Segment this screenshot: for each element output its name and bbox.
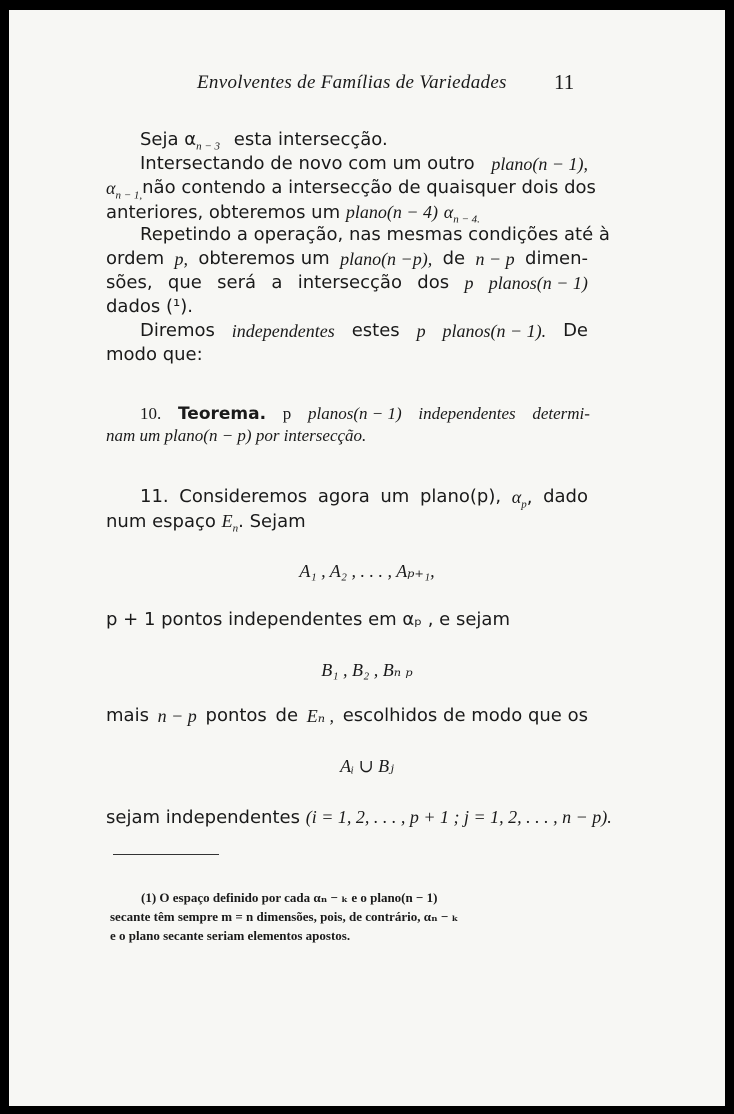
body-line-8: dados (¹).: [106, 296, 193, 317]
theorem-line-1: 10. Teorema. p planos(n − 1) independentes determi-: [140, 404, 590, 424]
body-line-5: Repetindo a operação, nas mesmas condições até à: [140, 224, 610, 245]
section11-line-5: sejam independentes (i = 1, 2, . . . , p + 1 ; j = 1, 2, . . . , n − p).: [106, 807, 612, 828]
section11-line-2: num espaço $E_n$. Sejam: [106, 511, 306, 535]
body-line-3: $\alpha_{n - 1,}$ não contendo a intersecção de quaisquer dois dos: [106, 177, 596, 202]
formula-union: Aᵢ ∪ Bⱼ: [340, 756, 394, 776]
formula-a-points: A₁ , A₂ , . . . , Aₚ₊₁,: [299, 561, 435, 581]
body-line-4: anteriores, obteremos um plano(n − 4) $\alpha_{n - 4.}$: [106, 202, 480, 226]
document-page: [9, 10, 725, 1106]
theorem-line-2: nam um plano(n − p) por intersecção.: [106, 426, 367, 445]
body-line-7: sões, que será a intersecção dos p planos(n − 1): [106, 272, 588, 293]
footnote-line-3: e o plano secante seriam elementos apostos.: [110, 928, 351, 943]
body-line-2: Intersectando de novo com um outro plano(n − 1),: [140, 153, 588, 174]
body-line-10: modo que:: [106, 344, 203, 365]
section11-line-4: mais n − p pontos de Eₙ , escolhidos de modo que os: [106, 705, 588, 726]
body-line-9: Diremos independentes estes p planos(n − 1). De: [140, 320, 588, 341]
section11-line-1: 11. Consideremos agora um plano(p), $\alpha_p$, dado: [140, 486, 588, 511]
page-number: 11: [554, 70, 575, 94]
formula-b-points: B₁ , B₂ , Bₙ ₚ: [321, 660, 413, 680]
footnote-line-1: (1) O espaço definido por cada αₙ − ₖ e o plano(n − 1): [141, 890, 438, 905]
section11-line-3: p + 1 pontos independentes em αₚ , e sejam: [106, 609, 510, 630]
footnote-line-2: secante têm sempre m = n dimensões, pois, de contrário, αₙ − ₖ: [110, 909, 459, 924]
running-header-title: Envolventes de Famílias de Variedades: [197, 72, 507, 93]
body-line-6: ordem p, obteremos um plano(n −p), de n − p dimen-: [106, 248, 588, 269]
footnote-divider: [113, 854, 219, 855]
theorem-label: Teorema.: [177, 404, 267, 424]
body-line-1: Seja $\alpha_{n - 3}$ esta intersecção.: [140, 129, 388, 153]
